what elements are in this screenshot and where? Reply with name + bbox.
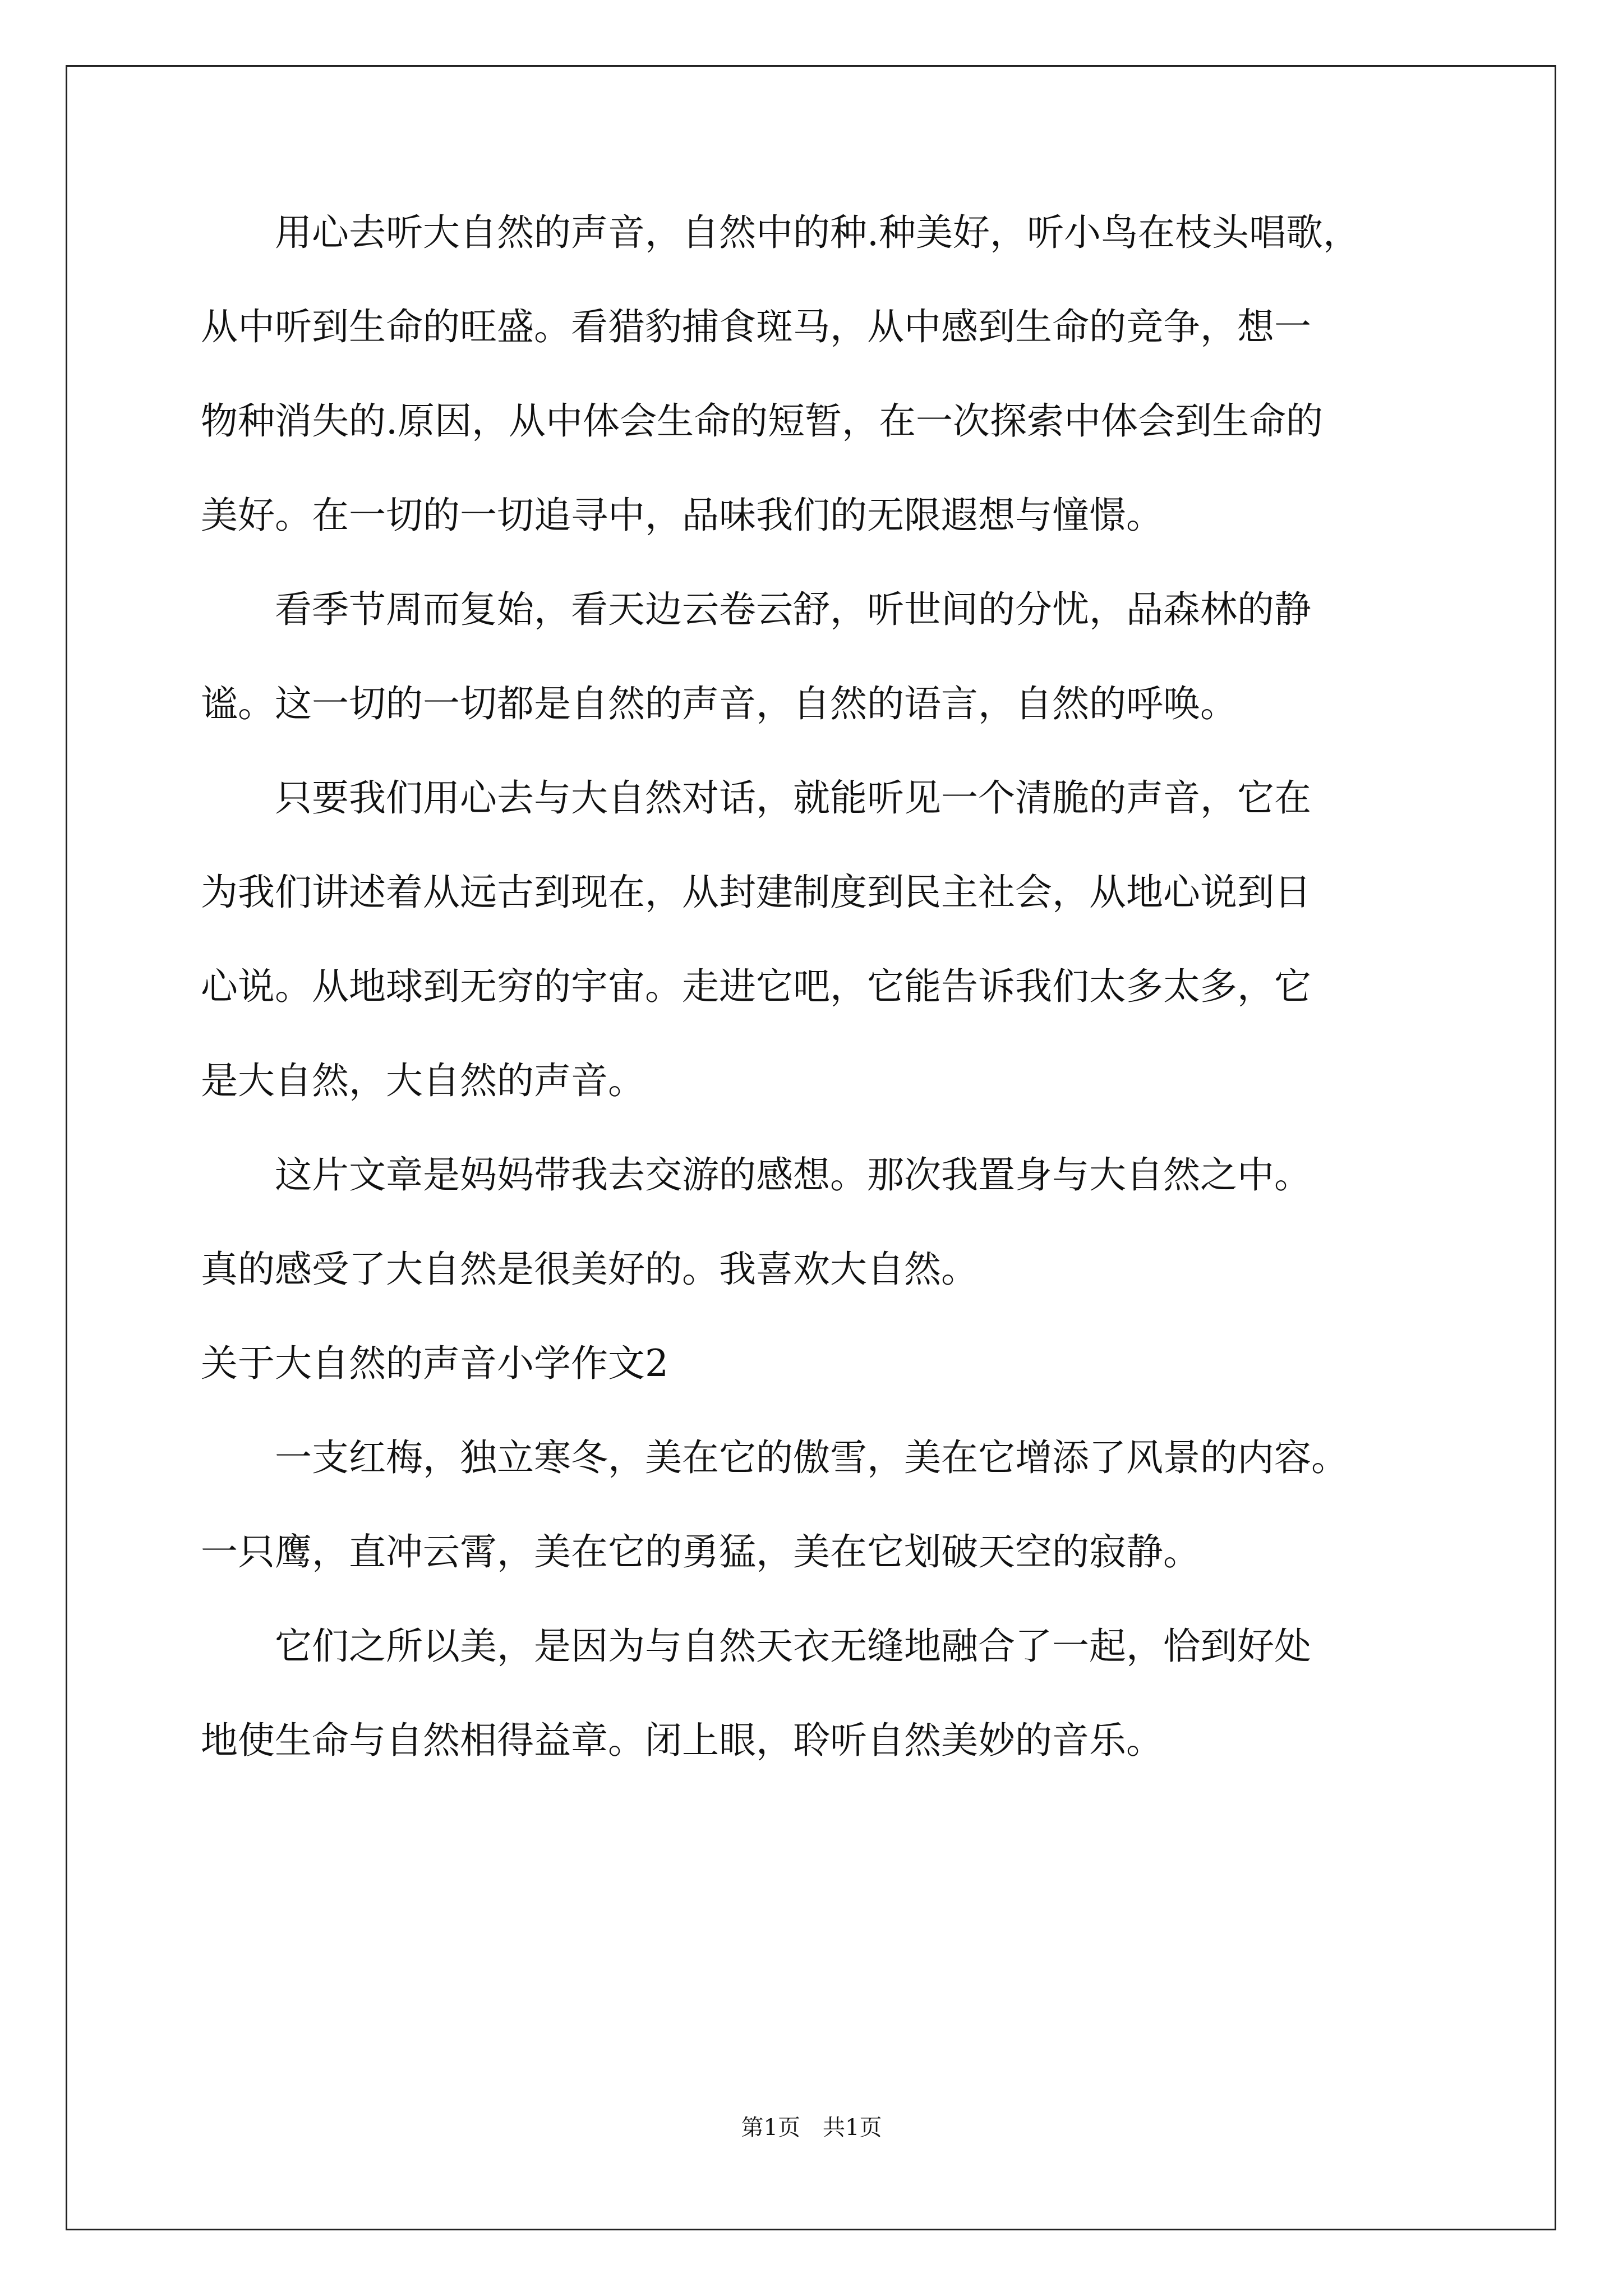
text-line: 用心去听大自然的声音，自然中的种.种美好，听小鸟在枝头唱歌， xyxy=(201,211,1360,254)
text-line: 心说。从地球到无穷的宇宙。走进它吧，它能告诉我们太多太多，它 xyxy=(201,965,1311,1008)
text-line: 为我们讲述着从远古到现在，从封建制度到民主社会，从地心说到日 xyxy=(201,871,1311,914)
text-line: 真的感受了大自然是很美好的。我喜欢大自然。 xyxy=(201,1248,978,1291)
text-line: 美好。在一切的一切追寻中，品味我们的无限遐想与憧憬。 xyxy=(201,494,1163,537)
text-line: 它们之所以美，是因为与自然天衣无缝地融合了一起，恰到好处 xyxy=(201,1625,1311,1668)
text-line: 是大自然，大自然的声音。 xyxy=(201,1059,645,1102)
text-line: 这片文章是妈妈带我去交游的感想。那次我置身与大自然之中。 xyxy=(201,1153,1311,1197)
text-line: 谧。这一切的一切都是自然的声音，自然的语言，自然的呼唤。 xyxy=(201,682,1237,725)
text-line: 地使生命与自然相得益章。闭上眼，聆听自然美妙的音乐。 xyxy=(201,1719,1163,1762)
text-line: 看季节周而复始，看天边云卷云舒，听世间的分忧，品森林的静 xyxy=(201,588,1311,631)
section-heading: 关于大自然的声音小学作文2 xyxy=(201,1342,668,1385)
text-line: 物种消失的.原因，从中体会生命的短暂，在一次探索中体会到生命的 xyxy=(201,399,1323,443)
text-line: 从中听到生命的旺盛。看猎豹捕食斑马，从中感到生命的竞争，想一 xyxy=(201,305,1311,348)
text-line: 一支红梅，独立寒冬，美在它的傲雪，美在它增添了风景的内容。 xyxy=(201,1436,1348,1479)
text-line: 一只鹰，直冲云霄，美在它的勇猛，美在它划破天空的寂静。 xyxy=(201,1530,1200,1573)
page-footer: 第1页 共1页 xyxy=(741,2115,882,2141)
page-border xyxy=(66,65,1556,2230)
text-line: 只要我们用心去与大自然对话，就能听见一个清脆的声音，它在 xyxy=(201,776,1311,820)
